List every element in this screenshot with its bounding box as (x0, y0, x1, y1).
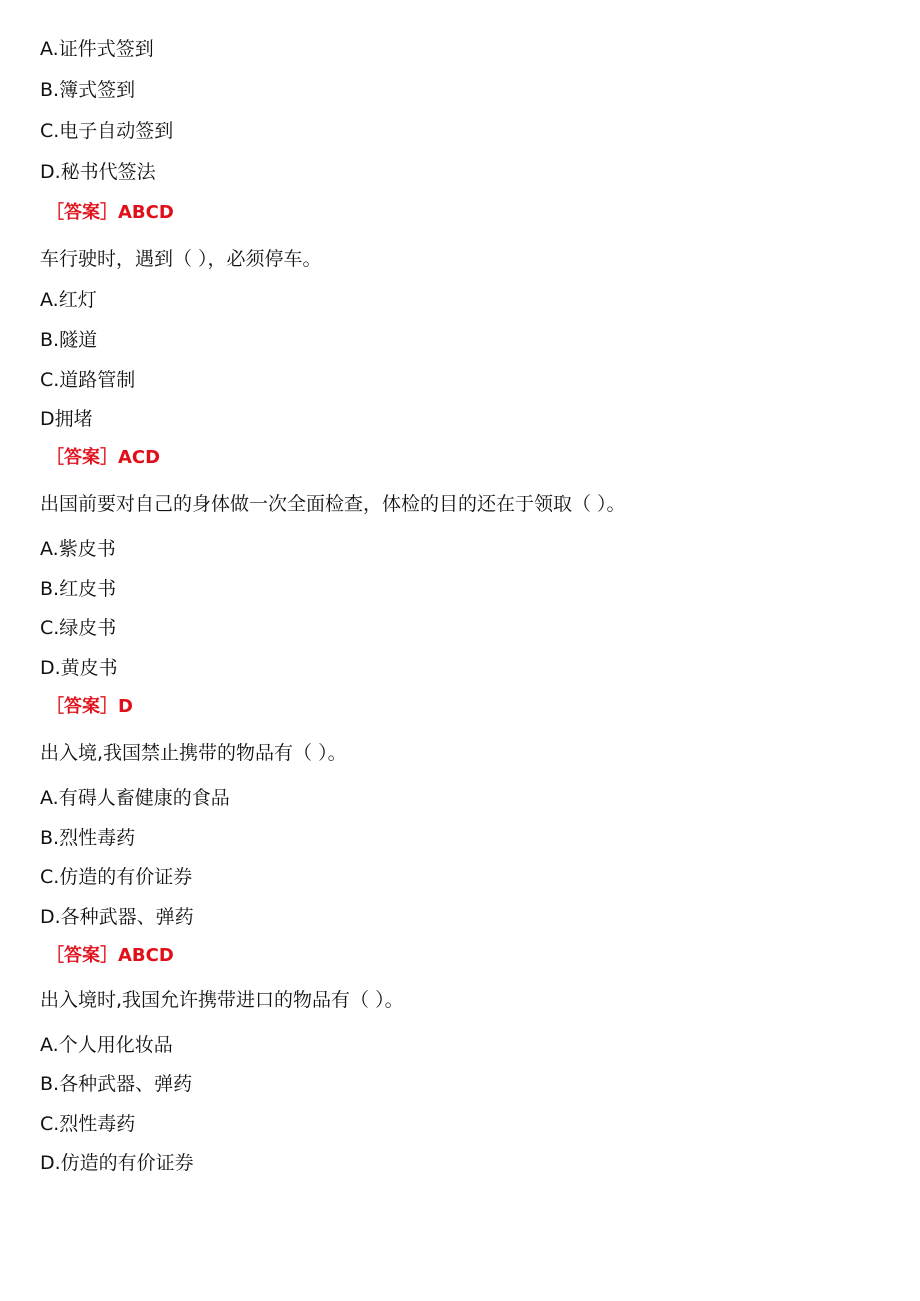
question-text: 出入境,我国禁止携带的物品有（ ）。 (40, 742, 347, 764)
option-text: C.绿皮书 (40, 617, 117, 639)
answer-label: ［答案］D (46, 696, 133, 717)
answer-label: ［答案］ABCD (46, 945, 174, 966)
question-text: 出国前要对自己的身体做一次全面检查，体检的目的还在于领取（ ）。 (40, 493, 626, 515)
option-text: D.各种武器、弹药 (40, 906, 194, 928)
option-text: A.紫皮书 (40, 538, 116, 560)
option-text: B.各种武器、弹药 (40, 1073, 193, 1095)
option-text: C.道路管制 (40, 369, 136, 391)
option-text: D拥堵 (40, 408, 93, 430)
question-text: 车行驶时，遇到（ ），必须停车。 (40, 248, 322, 270)
answer-label: ［答案］ACD (46, 447, 161, 468)
option-text: D.秘书代签法 (40, 161, 156, 183)
option-text: C.仿造的有价证券 (40, 866, 193, 888)
option-text: B.隧道 (40, 329, 98, 351)
option-text: C.烈性毒药 (40, 1113, 136, 1135)
option-text: D.黄皮书 (40, 657, 118, 679)
option-text: D.仿造的有价证券 (40, 1152, 194, 1174)
question-text: 出入境时,我国允许携带进口的物品有（ ）。 (40, 989, 404, 1011)
option-text: A.个人用化妆品 (40, 1034, 173, 1056)
option-text: A.有碍人畜健康的食品 (40, 787, 230, 809)
option-text: B.红皮书 (40, 578, 117, 600)
option-text: C.电子自动签到 (40, 120, 174, 142)
option-text: A.证件式签到 (40, 38, 154, 60)
option-text: A.红灯 (40, 289, 97, 311)
answer-label: ［答案］ABCD (46, 202, 174, 223)
option-text: B.簿式签到 (40, 79, 136, 101)
option-text: B.烈性毒药 (40, 827, 136, 849)
